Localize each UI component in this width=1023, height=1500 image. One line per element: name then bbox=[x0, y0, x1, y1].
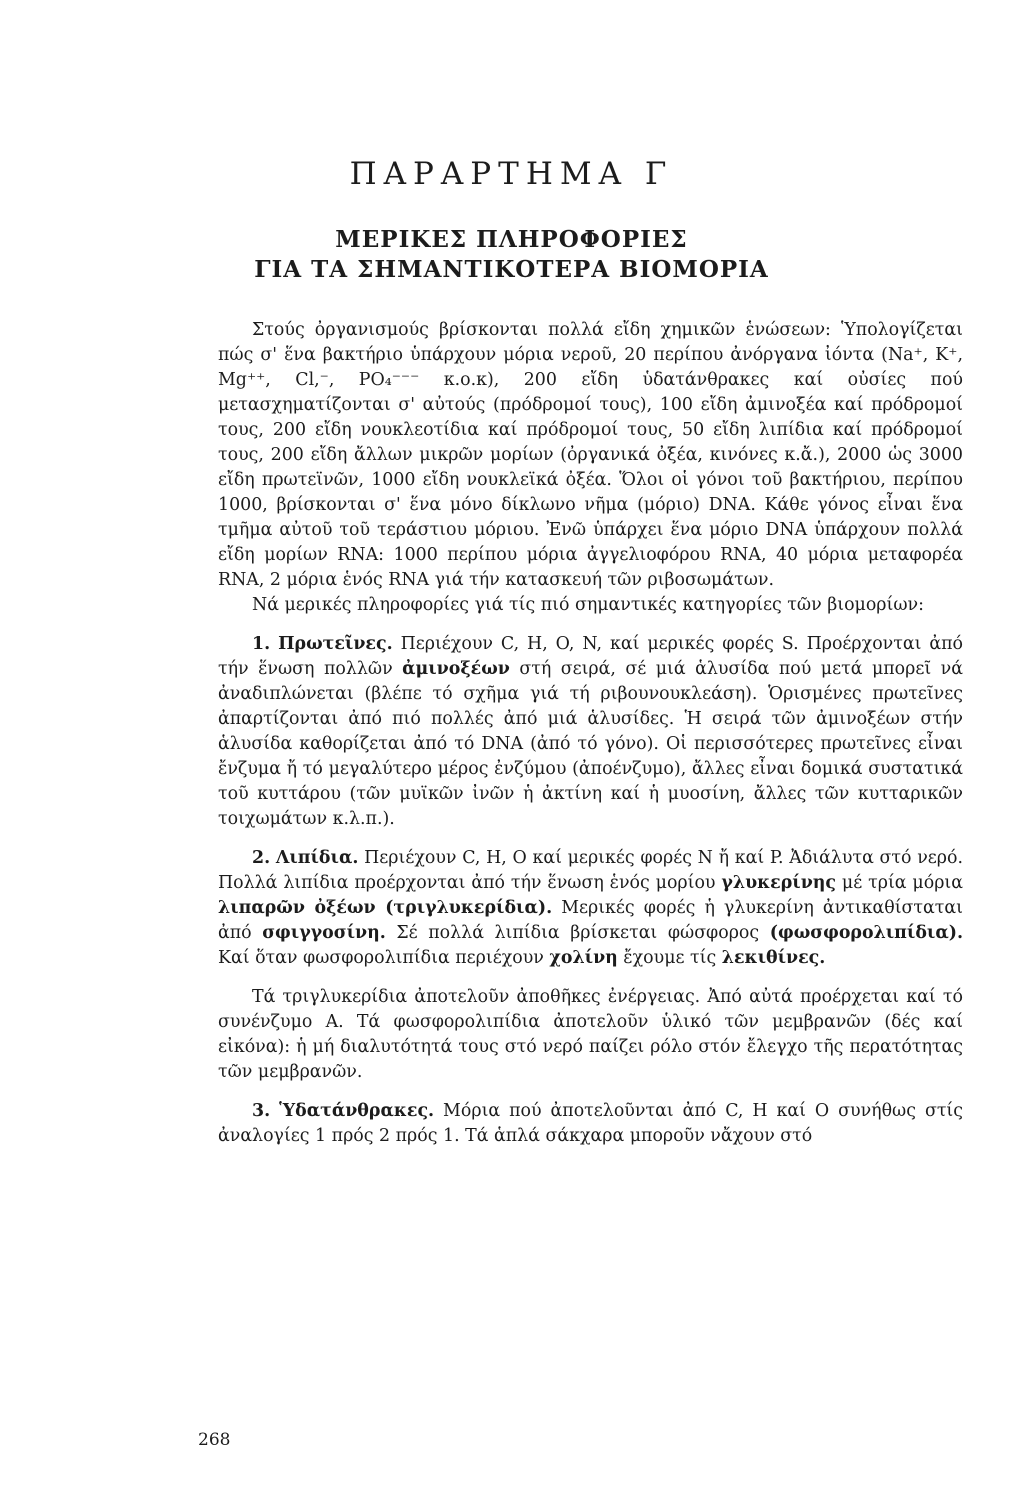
section-text: ἔχουμε τίς bbox=[617, 948, 722, 968]
section-proteins bbox=[218, 632, 963, 832]
key-term: λιπαρῶν ὀξέων (τριγλυκερίδια). bbox=[218, 898, 553, 918]
section-text: στή σειρά, σέ μιά ἁλυσίδα πού μετά μπορεῖ νά ἀναδιπλώνεται (βλέπε τό σχῆμα γιά τή ριβουνουκλεάση). Ὁρισμένες πρωτεῖνες ἀπαρτίζονται ἀπό πιό πολλές ἀπό μιά ἁλυσίδες. Ἡ σειρά τῶν ἀμινοξέων στήν ἁλυσίδα καθορίζεται ἀπό τό DNA (ἀπό τό γόνο). Οἱ περισσότερες πρωτεῖνες εἶναι ἔνζυμα ἤ τό μεγαλύτερο μέρος ἐνζύμου (ἀποένζυμο), ἄλλες εἶναι δομικά συστατικά τοῦ κυττάρου (τῶν μυϊκῶν ἰνῶν ἡ ἀκτίνη καί ἡ μυοσίνη, ἄλλες τῶν κυτταρικῶν τοιχωμάτων κ.λ.π.). bbox=[218, 659, 963, 829]
section-text: Μόρια πού ἀποτελοῦνται ἀπό C, H καί O συνήθως στίς ἀναλογίες 1 πρός 2 πρός 1. Τά ἁπλά σάκχαρα μποροῦν νἄχουν στό bbox=[218, 1101, 963, 1146]
key-term: (φωσφορολιπίδια). bbox=[769, 923, 964, 943]
lipids-paragraph-2: Τά τριγλυκερίδια ἀποτελοῦν ἀποθῆκες ἐνέργειας. Ἀπό αὐτά προέρχεται καί τό συνένζυμο A. Τά φωσφορολιπίδια ἀποτελοῦν ὑλικό τῶν μεμβρανῶν (δές καί εἰκόνα): ἡ μή διαλυτότητά τους στό νερό παίζει ρόλο στόν ἔλεγχο τῆς περατότητας τῶν μεμβρανῶν. bbox=[218, 987, 963, 1082]
section-title: Λιπίδια. bbox=[275, 848, 359, 868]
section-text: Μερικές φορές ἡ γλυκερίνη ἀντικαθίσταται ἀπό bbox=[218, 898, 963, 943]
intro-paragraph: Στούς ὀργανισμούς βρίσκονται πολλά εἴδη χημικῶν ἑνώσεων: Ὑπολογίζεται πώς σ' ἕνα βακτήριο ὑπάρχουν μόρια νεροῦ, 20 περίπου ἀνόργανα ἰόντα (Na⁺, K⁺, Mg⁺⁺, Cl,⁻, PO₄⁻⁻⁻ κ.ο.κ), 200 εἴδη ὑδατάνθρακες καί οὐσίες πού μετασχηματίζονται σ' αὐτούς (πρόδρομοί τους), 100 εἴδη ἀμινοξέα καί πρόδρομοί τους, 200 εἴδη νουκλεοτίδια καί πρόδρομοί τους, 50 εἴδη λιπίδια καί πρόδρομοί τους, 200 εἴδη ἄλλων μικρῶν μορίων (ὀργανικά ὀξέα, κινόνες κ.ἄ.), 2000 ὡς 3000 εἴδη πρωτεϊνῶν, 1000 εἴδη νουκλεϊκά ὀξέα. Ὅλοι οἱ γόνοι τοῦ βακτήριου, περίπου 1000, βρίσκονται σ' ἕνα μόνο δίκλωνο νῆμα (μόριο) DNA. Κάθε γόνος εἶναι ἕνα τμῆμα αὐτοῦ τοῦ τεράστιου μόριου. Ἐνῶ ὑπάρχει ἕνα μόριο DNA ὑπάρχουν πολλά εἴδη μορίων RNA: 1000 περίπου μόρια ἀγγελιοφόρου RNA, 40 μόρια μεταφορέα RNA, 2 μόρια ἑνός RNA γιά τήν κατασκευή τῶν ριβοσωμάτων. bbox=[218, 320, 963, 590]
section-text: Περιέχουν C, H, O καί μερικές φορές N ἤ καί P. Ἀδιάλυτα στό νερό. Πολλά λιπίδια προέρχονται ἀπό τήν ἕνωση ἑνός μορίου bbox=[218, 848, 964, 893]
key-term: χολίνη bbox=[549, 948, 618, 968]
key-term: ἀμινοξέων bbox=[402, 659, 510, 679]
subtitle-line-2: ΓΙΑ ΤΑ ΣΗΜΑΝΤΙΚΟΤΕΡΑ ΒΙΟΜΟΡΙΑ bbox=[254, 256, 769, 283]
section-text: Περιέχουν C, H, O, N, καί μερικές φορές S. Προέρχονται ἀπό τήν ἕνωση πολλῶν bbox=[218, 634, 964, 679]
section-text: Σέ πολλά λιπίδια βρίσκεται φώσφορος bbox=[385, 923, 770, 943]
section-title: Πρωτεῖνες. bbox=[278, 634, 393, 654]
section-text: Καί ὅταν φωσφορολιπίδια περιέχουν bbox=[218, 948, 550, 968]
key-term: γλυκερίνης bbox=[721, 873, 837, 893]
page-number: 268 bbox=[198, 1430, 231, 1450]
appendix-title: ΠΑΡΑΡΤΗΜΑ Γ bbox=[349, 156, 674, 192]
key-term: λεκιθίνες. bbox=[721, 948, 826, 968]
subtitle-line-1: ΜΕΡΙΚΕΣ ΠΛΗΡΟΦΟΡΙΕΣ bbox=[335, 226, 688, 253]
section-number: 3. bbox=[252, 1101, 271, 1121]
body-text bbox=[218, 318, 963, 1149]
section-text: μέ τρία μόρια bbox=[836, 873, 963, 893]
lead-paragraph: Νά μερικές πληροφορίες γιά τίς πιό σημαντικές κατηγορίες τῶν βιομορίων: bbox=[252, 595, 924, 615]
section-number: 2. bbox=[252, 848, 271, 868]
section-number: 1. bbox=[252, 634, 271, 654]
key-term: σφιγγοσίνη. bbox=[262, 923, 386, 943]
section-carbohydrates bbox=[218, 1099, 963, 1149]
section-title: Ὑδατάνθρακες. bbox=[279, 1101, 435, 1121]
section-lipids bbox=[218, 846, 963, 971]
